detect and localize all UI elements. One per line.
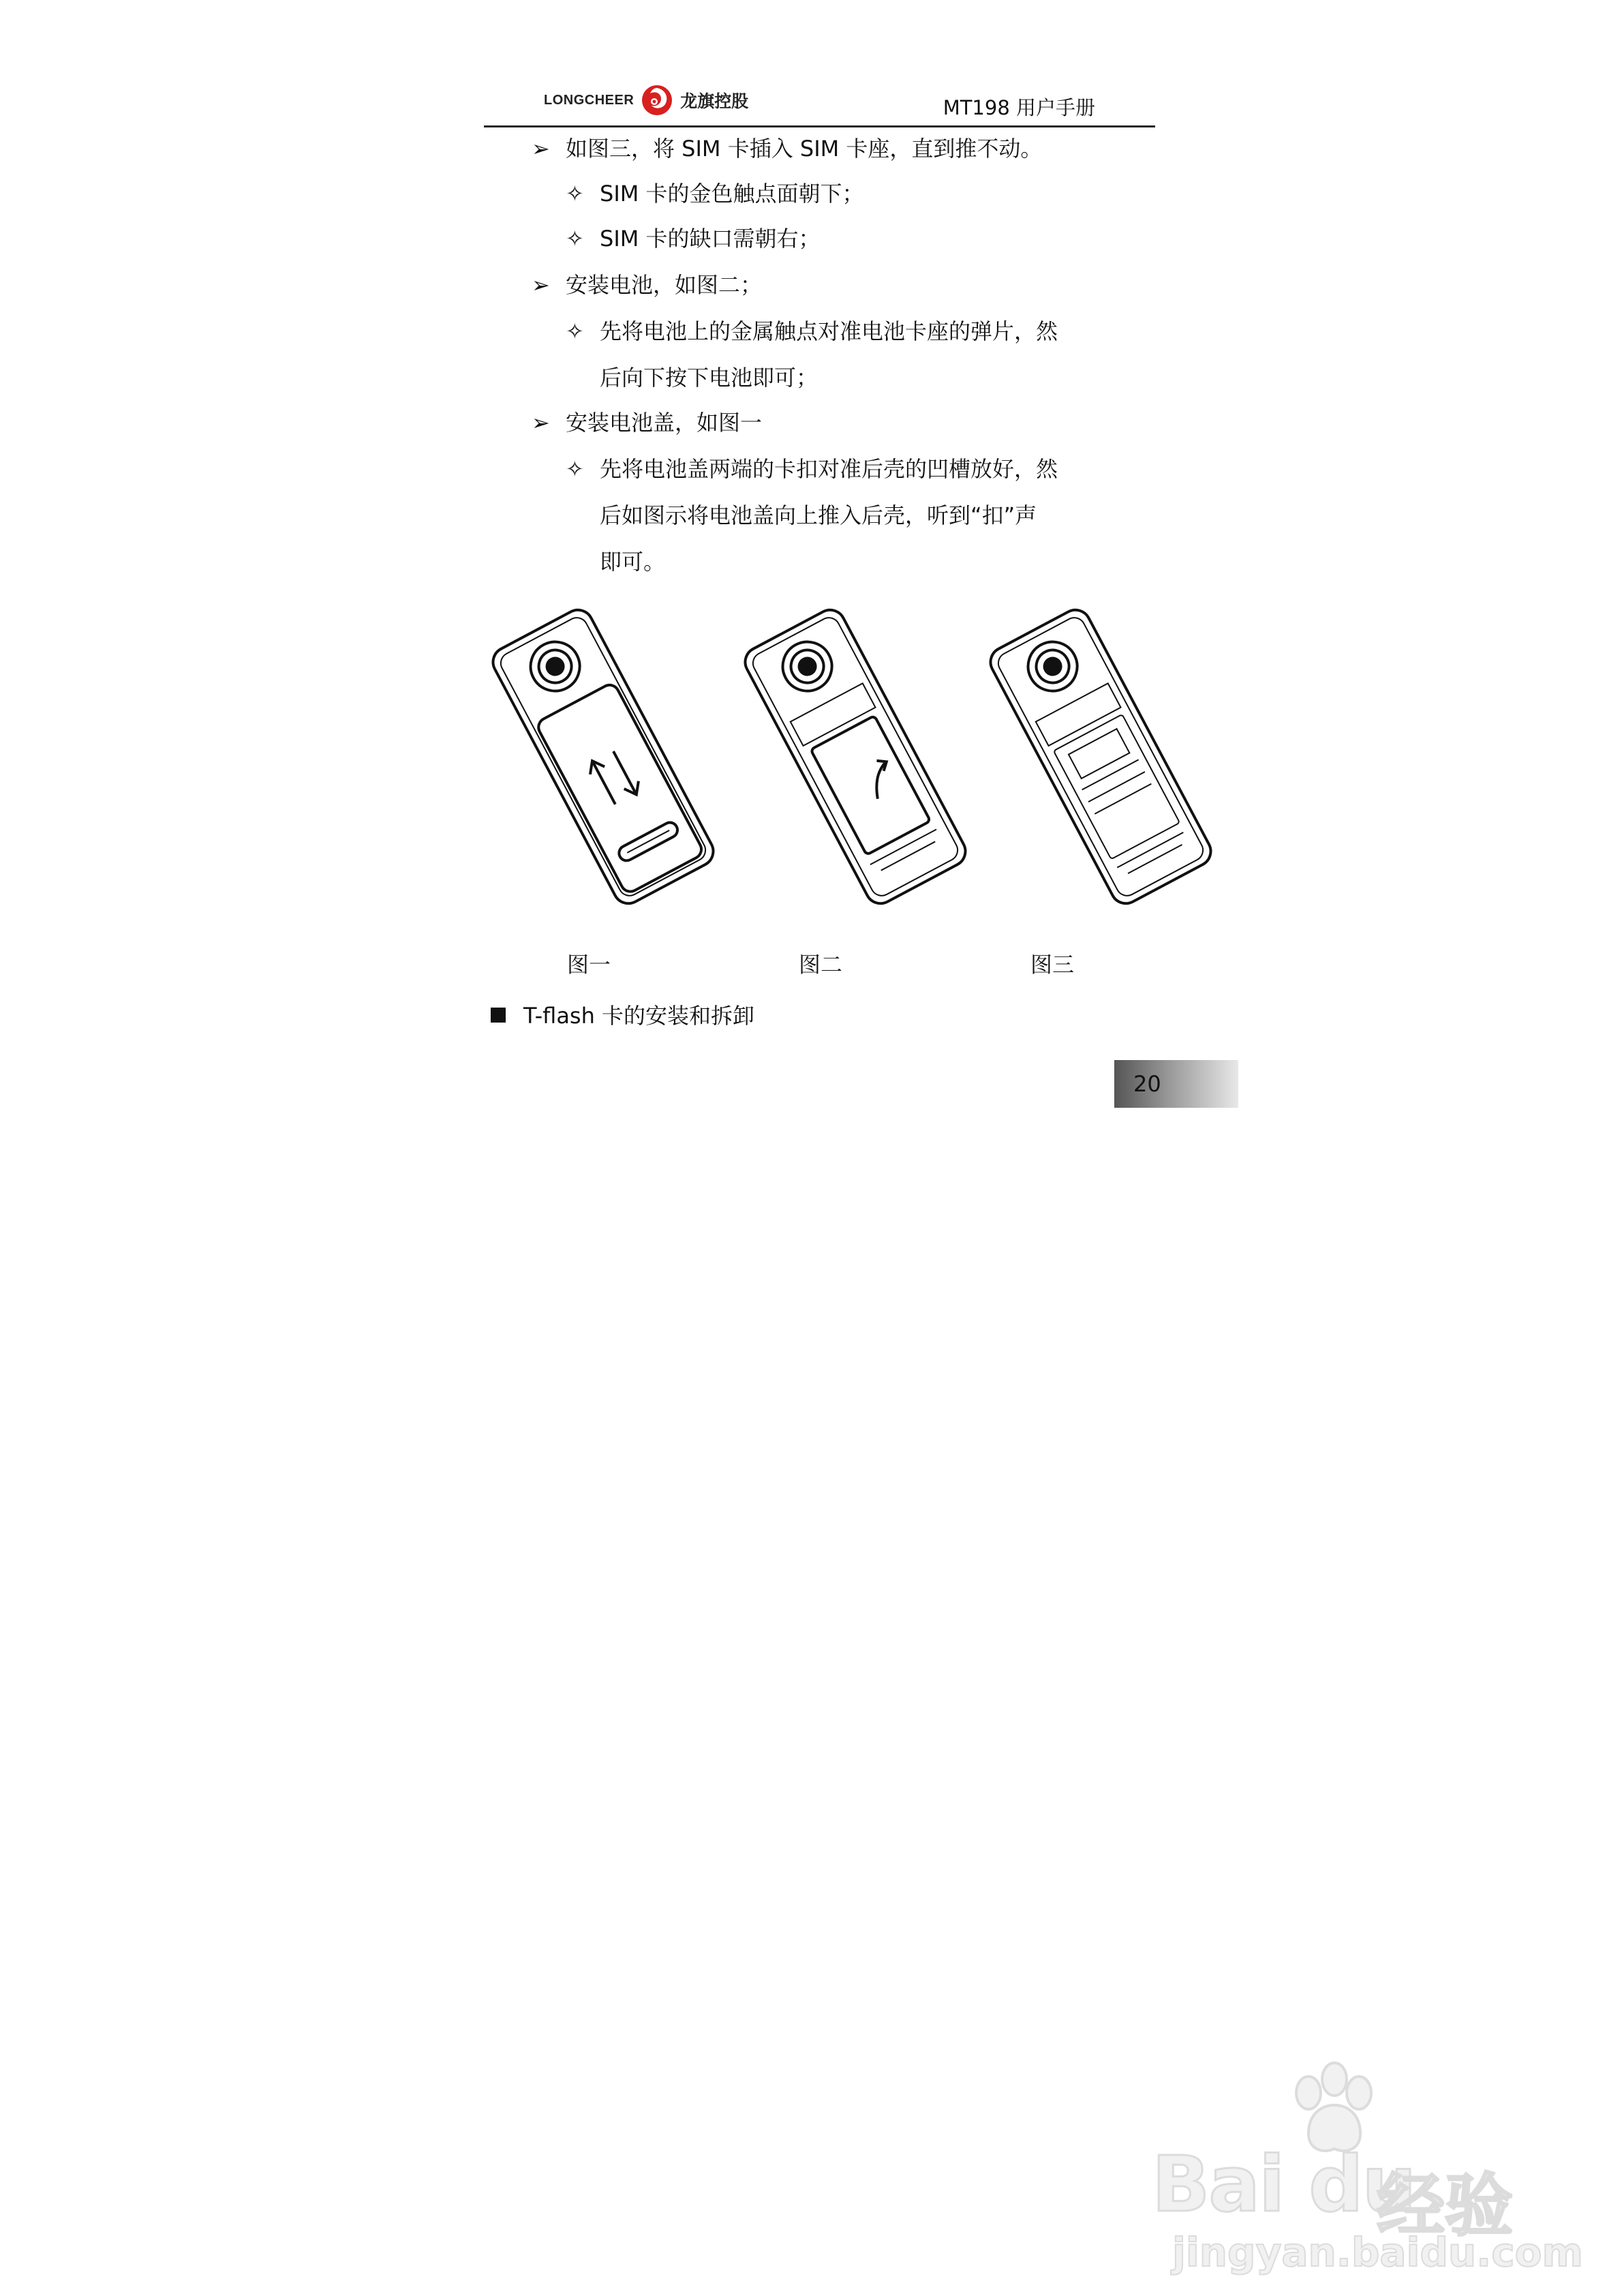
step-line: ➢ 安装电池，如图二；	[532, 272, 763, 298]
substep-continuation: 后如图示将电池盖向上推入后壳，听到“扣”声	[600, 502, 1037, 528]
substep-line: ✧ SIM 卡的缺口需朝右；	[566, 226, 821, 252]
baidu-jingyan-watermark	[1152, 2059, 1583, 2276]
page-number: 20	[1133, 1071, 1161, 1097]
logo-cn-text: 龙旗控股	[680, 91, 749, 111]
arrow-bullet-icon: ➢	[532, 136, 550, 162]
substep-line: ✧ 先将电池上的金属触点对准电池卡座的弹片，然	[566, 318, 1058, 344]
step-line: ➢ 如图三，将 SIM 卡插入 SIM 卡座，直到推不动。	[532, 136, 1043, 162]
square-bullet-icon	[491, 1008, 506, 1023]
page-header	[484, 75, 1155, 127]
figure-caption-3: 图三	[1030, 952, 1075, 978]
watermark-brand: Bai du	[1152, 2141, 1416, 2229]
star-bullet-icon: ✧	[566, 181, 584, 207]
document-title: MT198 用户手册	[943, 96, 1095, 119]
section-heading	[491, 1002, 754, 1029]
watermark-cn: 经验	[1377, 2166, 1513, 2246]
phone-battery-cover-illustration	[491, 600, 716, 913]
company-logo	[544, 82, 748, 119]
phone-battery-install-illustration	[743, 600, 968, 913]
logo-latin-text: LONGCHEER	[544, 92, 634, 108]
substep-line: ✧ SIM 卡的金色触点面朝下；	[566, 181, 864, 207]
star-bullet-icon: ✧	[566, 456, 584, 482]
phone-illustrations	[484, 600, 1234, 913]
substep-continuation: 即可。	[600, 549, 666, 575]
star-bullet-icon: ✧	[566, 318, 584, 344]
figure-caption-2: 图二	[799, 952, 843, 978]
star-bullet-icon: ✧	[566, 226, 584, 252]
substep-line: ✧ 先将电池盖两端的卡扣对准后壳的凹槽放好，然	[566, 456, 1058, 482]
arrow-bullet-icon: ➢	[532, 272, 550, 298]
step-line: ➢ 安装电池盖，如图一	[532, 410, 763, 436]
substep-continuation: 后向下按下电池即可；	[600, 365, 818, 391]
section-heading-text: T-flash 卡的安装和拆卸	[523, 1003, 755, 1029]
page-number-box	[1114, 1060, 1238, 1108]
watermark-url: jingyan.baidu.com	[1172, 2229, 1583, 2276]
arrow-bullet-icon: ➢	[532, 410, 550, 436]
longcheer-swirl-icon	[639, 82, 675, 118]
phone-sim-slot-illustration	[988, 600, 1213, 913]
figure-caption-1: 图一	[567, 952, 611, 978]
